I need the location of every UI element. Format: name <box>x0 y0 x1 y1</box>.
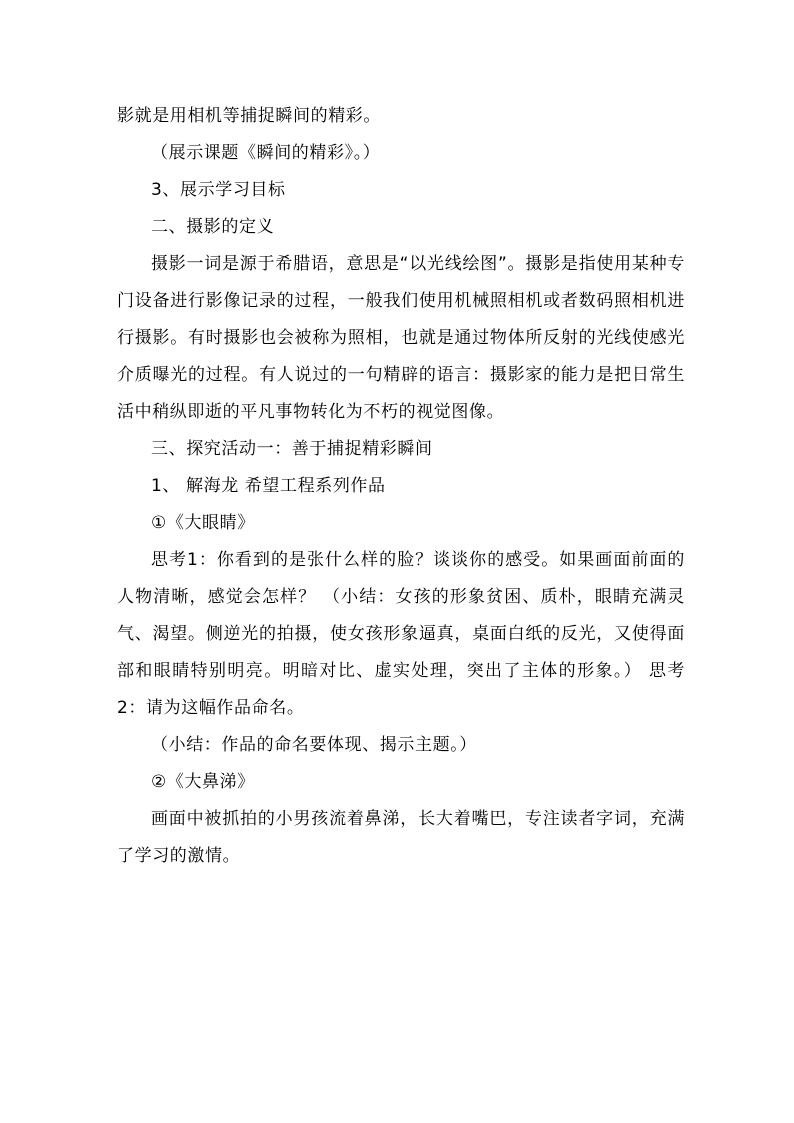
paragraph-8: ①《大眼睛》 <box>151 513 255 533</box>
paragraph-11: ②《大鼻涕》 <box>151 772 255 792</box>
paragraph-4: 二、摄影的定义 <box>151 217 275 237</box>
paragraph-1: 影就是用相机等捕捉瞬间的精彩。 <box>117 106 381 126</box>
paragraph-12: 画面中被抓拍的小男孩流着鼻涕，长大着嘴巴，专注读者字词，充满了学习的激情。 <box>117 809 685 866</box>
paragraph-9: 思考1：你看到的是张什么样的脸？谈谈你的感受。如果画面前面的人物清晰，感觉会怎样？ （小结：女孩的形象贫困、质朴，眼睛充满灵气、渴望。侧逆光的拍摄，使女孩形象逼真，桌面白纸的反光，又使得面部和眼睛特别明亮。明暗对比、虚实处理，突出了主体的形象。） 思考2：请为这幅作品命名。 <box>117 550 685 718</box>
document-body <box>117 98 685 875</box>
paragraph-6: 三、探究活动一：善于捕捉精彩瞬间 <box>151 439 433 459</box>
paragraph-2: （展示课题《瞬间的精彩》。） <box>151 143 381 163</box>
paragraph-10: （小结：作品的命名要体现、揭示主题。） <box>151 735 477 755</box>
paragraph-3: 3、展示学习目标 <box>151 180 286 200</box>
paragraph-5: 摄影一词是源于希腊语，意思是“以光线绘图”。摄影是指使用某种专门设备进行影像记录的过程，一般我们使用机械照相机或者数码照相机进行摄影。有时摄影也会被称为照相，也就是通过物体所反射的光线使感光介质曝光的过程。有人说过的一句精辟的语言：摄影家的能力是把日常生活中稍纵即逝的平凡事物转化为不朽的视觉图像。 <box>117 254 685 422</box>
paragraph-7: 1、 解海龙 希望工程系列作品 <box>151 476 386 496</box>
